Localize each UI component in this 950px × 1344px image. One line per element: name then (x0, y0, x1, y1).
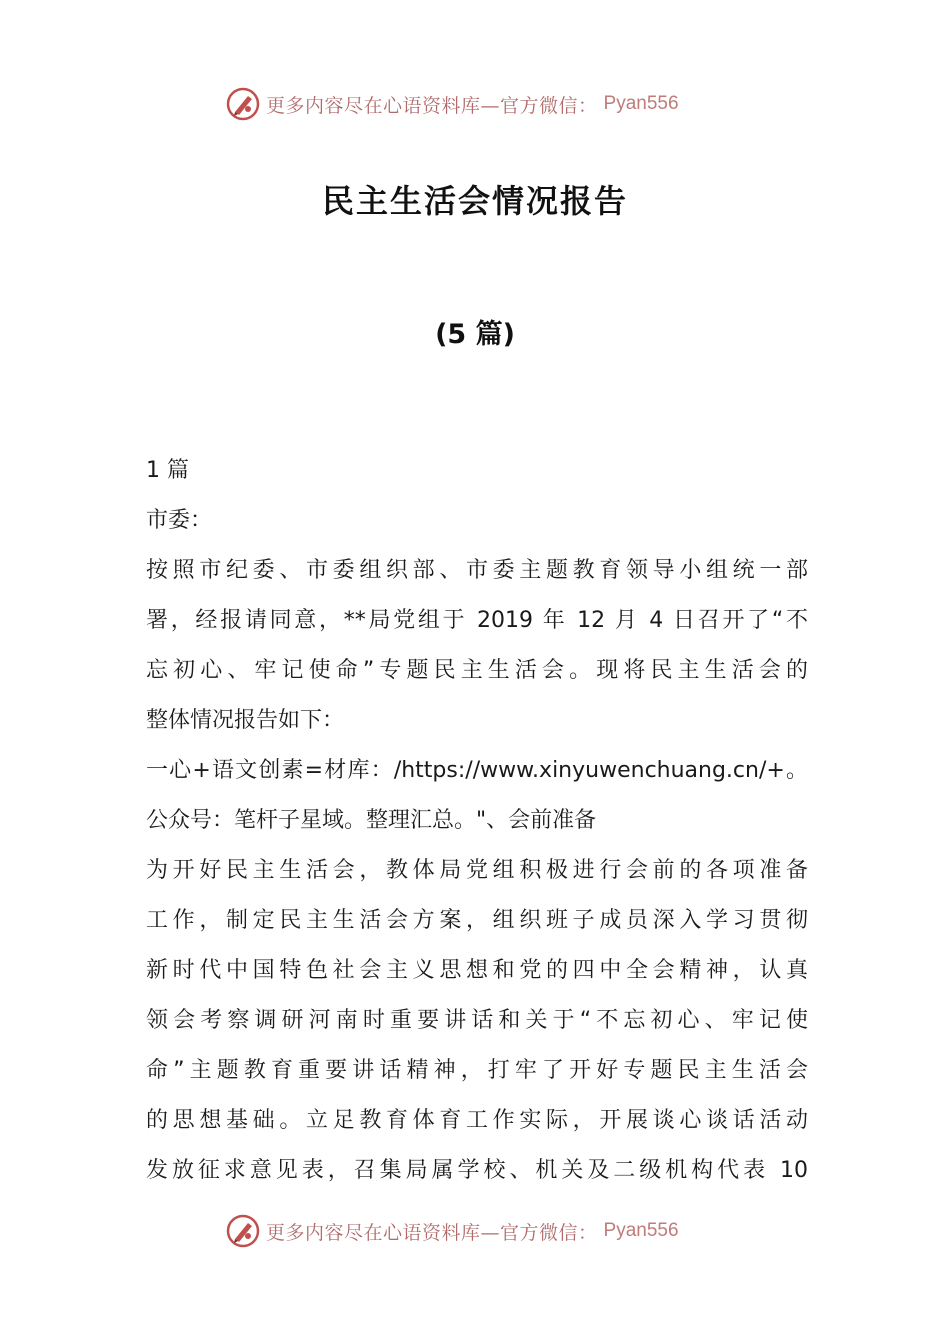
pen-logo-icon (226, 1214, 260, 1248)
document-body (146, 446, 808, 1196)
body-line: 领会考察调研河南时重要讲话和关于“不忘初心、牢记使 (146, 1008, 808, 1033)
document-title: 民主生活会情况报告 (321, 182, 628, 220)
body-line: 署，经报请同意，**局党组于 2019 年 12 月 4 日召开了“不 (146, 608, 808, 633)
body-line: 1 篇 (146, 458, 189, 483)
body-line: 一心+语文创素=材库：/https://www.xinyuwenchuang.cn/+。 (146, 758, 808, 783)
banner-wechat-id: Pyan556 (603, 1220, 679, 1241)
footer-banner (226, 1211, 746, 1251)
body-line: 按照市纪委、市委组织部、市委主题教育领导小组统一部 (146, 558, 808, 583)
banner-wechat-id: Pyan556 (603, 93, 679, 114)
body-line: 忘初心、牢记使命”专题民主生活会。现将民主生活会的 (146, 658, 808, 683)
body-line: 的思想基础。立足教育体育工作实际，开展谈心谈话活动 (146, 1108, 808, 1133)
body-line: 命”主题教育重要讲话精神，打牢了开好专题民主生活会 (146, 1058, 808, 1083)
body-line: 市委： (146, 508, 213, 533)
body-line: 发放征求意见表，召集局属学校、机关及二级机构代表 10 (146, 1158, 808, 1183)
body-line: 新时代中国特色社会主义思想和党的四中全会精神，认真 (146, 958, 808, 983)
header-banner (226, 84, 746, 124)
pen-logo-icon (226, 87, 260, 121)
body-line: 公众号：笔杆子星域。整理汇总。"、会前准备 (146, 808, 597, 833)
body-line: 为开好民主生活会，教体局党组积极进行会前的各项准备 (146, 858, 808, 883)
banner-text: 更多内容尽在心语资料库—官方微信： (266, 94, 598, 117)
body-line: 整体情况报告如下： (146, 708, 345, 733)
body-line: 工作，制定民主生活会方案，组织班子成员深入学习贯彻 (146, 908, 808, 933)
banner-text: 更多内容尽在心语资料库—官方微信： (266, 1221, 598, 1244)
document-subtitle: (5 篇) (435, 319, 515, 350)
